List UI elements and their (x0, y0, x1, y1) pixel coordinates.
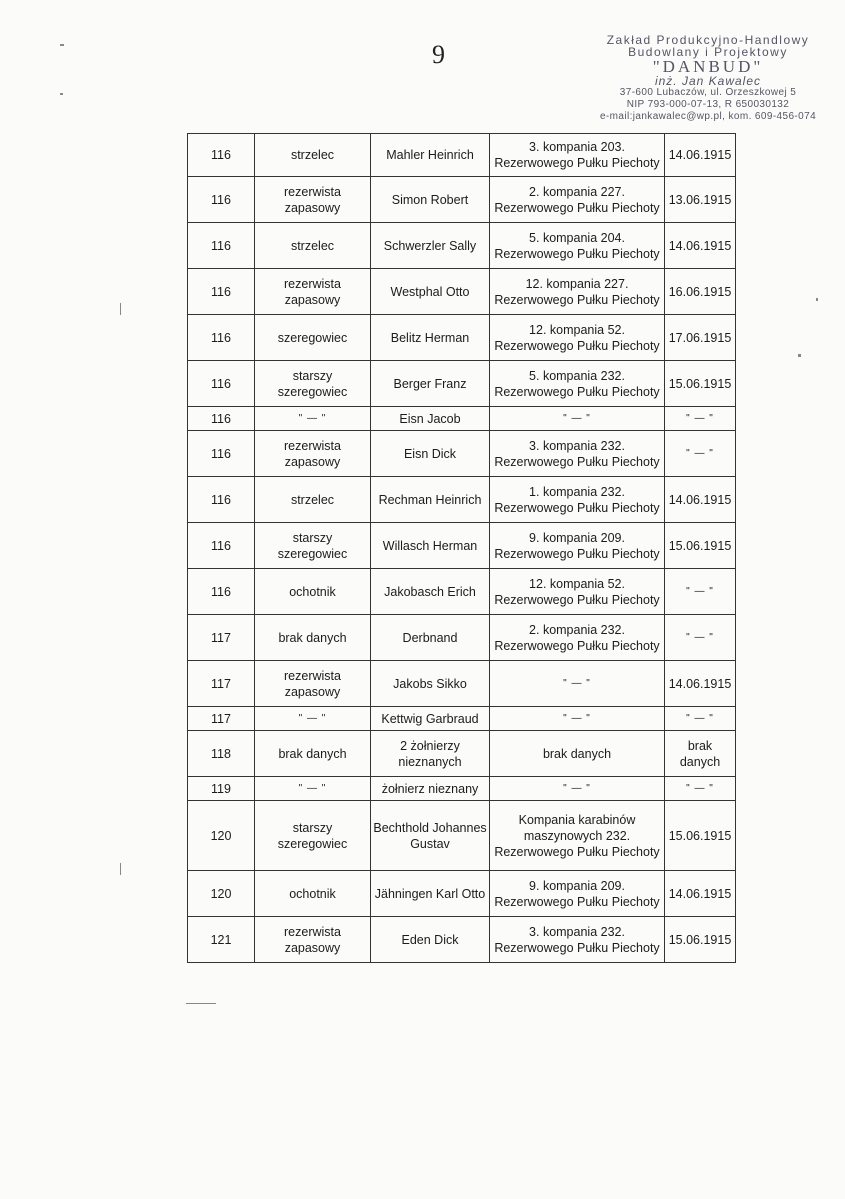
unit-cell: " — " (490, 407, 665, 431)
rank-cell: szeregowiec (255, 315, 371, 361)
unit-cell: 5. kompania 204. Rezerwowego Pułku Piechoty (490, 223, 665, 269)
name-cell: Willasch Herman (371, 523, 490, 569)
scan-speck (186, 1003, 216, 1004)
name-cell: Jakobs Sikko (371, 661, 490, 707)
table-row (188, 523, 736, 569)
scan-speck (120, 303, 121, 315)
rank-cell: strzelec (255, 223, 371, 269)
unit-cell: 12. kompania 52. Rezerwowego Pułku Piechoty (490, 569, 665, 615)
rank-cell: starszy szeregowiec (255, 523, 371, 569)
unit-cell: Kompania karabinów maszynowych 232. Rezerwowego Pułku Piechoty (490, 801, 665, 871)
row-number: 116 (188, 361, 255, 407)
date-cell: " — " (665, 777, 736, 801)
records-body (188, 134, 736, 963)
rank-cell: rezerwista zapasowy (255, 917, 371, 963)
date-cell: 15.06.1915 (665, 801, 736, 871)
row-number: 116 (188, 431, 255, 477)
name-cell: Mahler Heinrich (371, 134, 490, 177)
date-cell: brak danych (665, 731, 736, 777)
table-row (188, 801, 736, 871)
unit-cell: " — " (490, 777, 665, 801)
name-cell: Jähningen Karl Otto (371, 871, 490, 917)
unit-cell: 3. kompania 203. Rezerwowego Pułku Piechoty (490, 134, 665, 177)
page-number: 9 (432, 40, 445, 69)
row-number: 116 (188, 269, 255, 315)
name-cell: Eisn Dick (371, 431, 490, 477)
table-row (188, 707, 736, 731)
unit-cell: 3. kompania 232. Rezerwowego Pułku Piechoty (490, 431, 665, 477)
table-row (188, 431, 736, 477)
rank-cell: rezerwista zapasowy (255, 269, 371, 315)
date-cell: 15.06.1915 (665, 917, 736, 963)
rank-cell: strzelec (255, 477, 371, 523)
rank-cell: " — " (255, 407, 371, 431)
date-cell: 17.06.1915 (665, 315, 736, 361)
name-cell: Berger Franz (371, 361, 490, 407)
date-cell: " — " (665, 615, 736, 661)
date-cell: 14.06.1915 (665, 661, 736, 707)
row-number: 120 (188, 871, 255, 917)
unit-cell: 12. kompania 52. Rezerwowego Pułku Piechoty (490, 315, 665, 361)
name-cell: Schwerzler Sally (371, 223, 490, 269)
table-row (188, 917, 736, 963)
name-cell: Kettwig Garbraud (371, 707, 490, 731)
table-row (188, 407, 736, 431)
scan-speck (120, 863, 121, 875)
row-number: 116 (188, 134, 255, 177)
table-row (188, 777, 736, 801)
date-cell: 16.06.1915 (665, 269, 736, 315)
name-cell: Derbnand (371, 615, 490, 661)
company-stamp (588, 34, 828, 123)
table-row (188, 177, 736, 223)
scan-speck (60, 93, 63, 95)
row-number: 116 (188, 569, 255, 615)
table-row (188, 871, 736, 917)
name-cell: Jakobasch Erich (371, 569, 490, 615)
unit-cell: " — " (490, 661, 665, 707)
row-number: 116 (188, 177, 255, 223)
name-cell: Bechthold Johannes Gustav (371, 801, 490, 871)
stamp-line-7: e-mail:jankawalec@wp.pl, kom. 609-456-074 (599, 111, 817, 122)
unit-cell: 9. kompania 209. Rezerwowego Pułku Piechoty (490, 523, 665, 569)
date-cell: 14.06.1915 (665, 223, 736, 269)
unit-cell: 9. kompania 209. Rezerwowego Pułku Piechoty (490, 871, 665, 917)
rank-cell: brak danych (255, 731, 371, 777)
table-row (188, 569, 736, 615)
name-cell: żołnierz nieznany (371, 777, 490, 801)
rank-cell: brak danych (255, 615, 371, 661)
table-row (188, 615, 736, 661)
row-number: 117 (188, 615, 255, 661)
stamp-line-3: "DANBUD" (652, 57, 764, 76)
row-number: 116 (188, 477, 255, 523)
table-row (188, 477, 736, 523)
unit-cell: 3. kompania 232. Rezerwowego Pułku Piechoty (490, 917, 665, 963)
table-row (188, 315, 736, 361)
row-number: 119 (188, 777, 255, 801)
row-number: 120 (188, 801, 255, 871)
name-cell: Eden Dick (371, 917, 490, 963)
stamp-line-6: NIP 793-000-07-13, R 650030132 (626, 99, 790, 110)
name-cell: 2 żołnierzy nieznanych (371, 731, 490, 777)
date-cell: 15.06.1915 (665, 361, 736, 407)
rank-cell: starszy szeregowiec (255, 361, 371, 407)
scan-speck (60, 44, 64, 46)
name-cell: Simon Robert (371, 177, 490, 223)
row-number: 117 (188, 707, 255, 731)
row-number: 116 (188, 315, 255, 361)
table-row (188, 361, 736, 407)
scan-speck (798, 354, 801, 357)
date-cell: 13.06.1915 (665, 177, 736, 223)
row-number: 121 (188, 917, 255, 963)
rank-cell: rezerwista zapasowy (255, 661, 371, 707)
rank-cell: rezerwista zapasowy (255, 177, 371, 223)
name-cell: Rechman Heinrich (371, 477, 490, 523)
row-number: 117 (188, 661, 255, 707)
row-number: 116 (188, 223, 255, 269)
table-row (188, 731, 736, 777)
rank-cell: starszy szeregowiec (255, 801, 371, 871)
stamp-line-5: 37-600 Lubaczów, ul. Orzeszkowej 5 (619, 87, 797, 98)
rank-cell: ochotnik (255, 569, 371, 615)
name-cell: Westphal Otto (371, 269, 490, 315)
table-row (188, 223, 736, 269)
rank-cell: rezerwista zapasowy (255, 431, 371, 477)
table-row (188, 269, 736, 315)
stamp-line-2: Budowlany i Projektowy (628, 45, 788, 59)
records-table (187, 133, 736, 963)
row-number: 116 (188, 407, 255, 431)
date-cell: " — " (665, 707, 736, 731)
stamp-line-1: Zakład Produkcyjno-Handlowy (606, 33, 810, 47)
unit-cell: " — " (490, 707, 665, 731)
date-cell: 14.06.1915 (665, 477, 736, 523)
unit-cell: 1. kompania 232. Rezerwowego Pułku Piechoty (490, 477, 665, 523)
date-cell: " — " (665, 407, 736, 431)
date-cell: " — " (665, 569, 736, 615)
date-cell: 14.06.1915 (665, 134, 736, 177)
rank-cell: " — " (255, 707, 371, 731)
rank-cell: ochotnik (255, 871, 371, 917)
unit-cell: 12. kompania 227. Rezerwowego Pułku Piechoty (490, 269, 665, 315)
date-cell: 14.06.1915 (665, 871, 736, 917)
name-cell: Belitz Herman (371, 315, 490, 361)
unit-cell: 2. kompania 227. Rezerwowego Pułku Piechoty (490, 177, 665, 223)
name-cell: Eisn Jacob (371, 407, 490, 431)
table-row (188, 661, 736, 707)
rank-cell: strzelec (255, 134, 371, 177)
stamp-line-4: inż. Jan Kawalec (654, 74, 762, 88)
unit-cell: 2. kompania 232. Rezerwowego Pułku Piechoty (490, 615, 665, 661)
date-cell: " — " (665, 431, 736, 477)
rank-cell: " — " (255, 777, 371, 801)
row-number: 116 (188, 523, 255, 569)
scan-speck (816, 298, 818, 301)
table-row (188, 134, 736, 177)
date-cell: 15.06.1915 (665, 523, 736, 569)
unit-cell: brak danych (490, 731, 665, 777)
row-number: 118 (188, 731, 255, 777)
unit-cell: 5. kompania 232. Rezerwowego Pułku Piechoty (490, 361, 665, 407)
